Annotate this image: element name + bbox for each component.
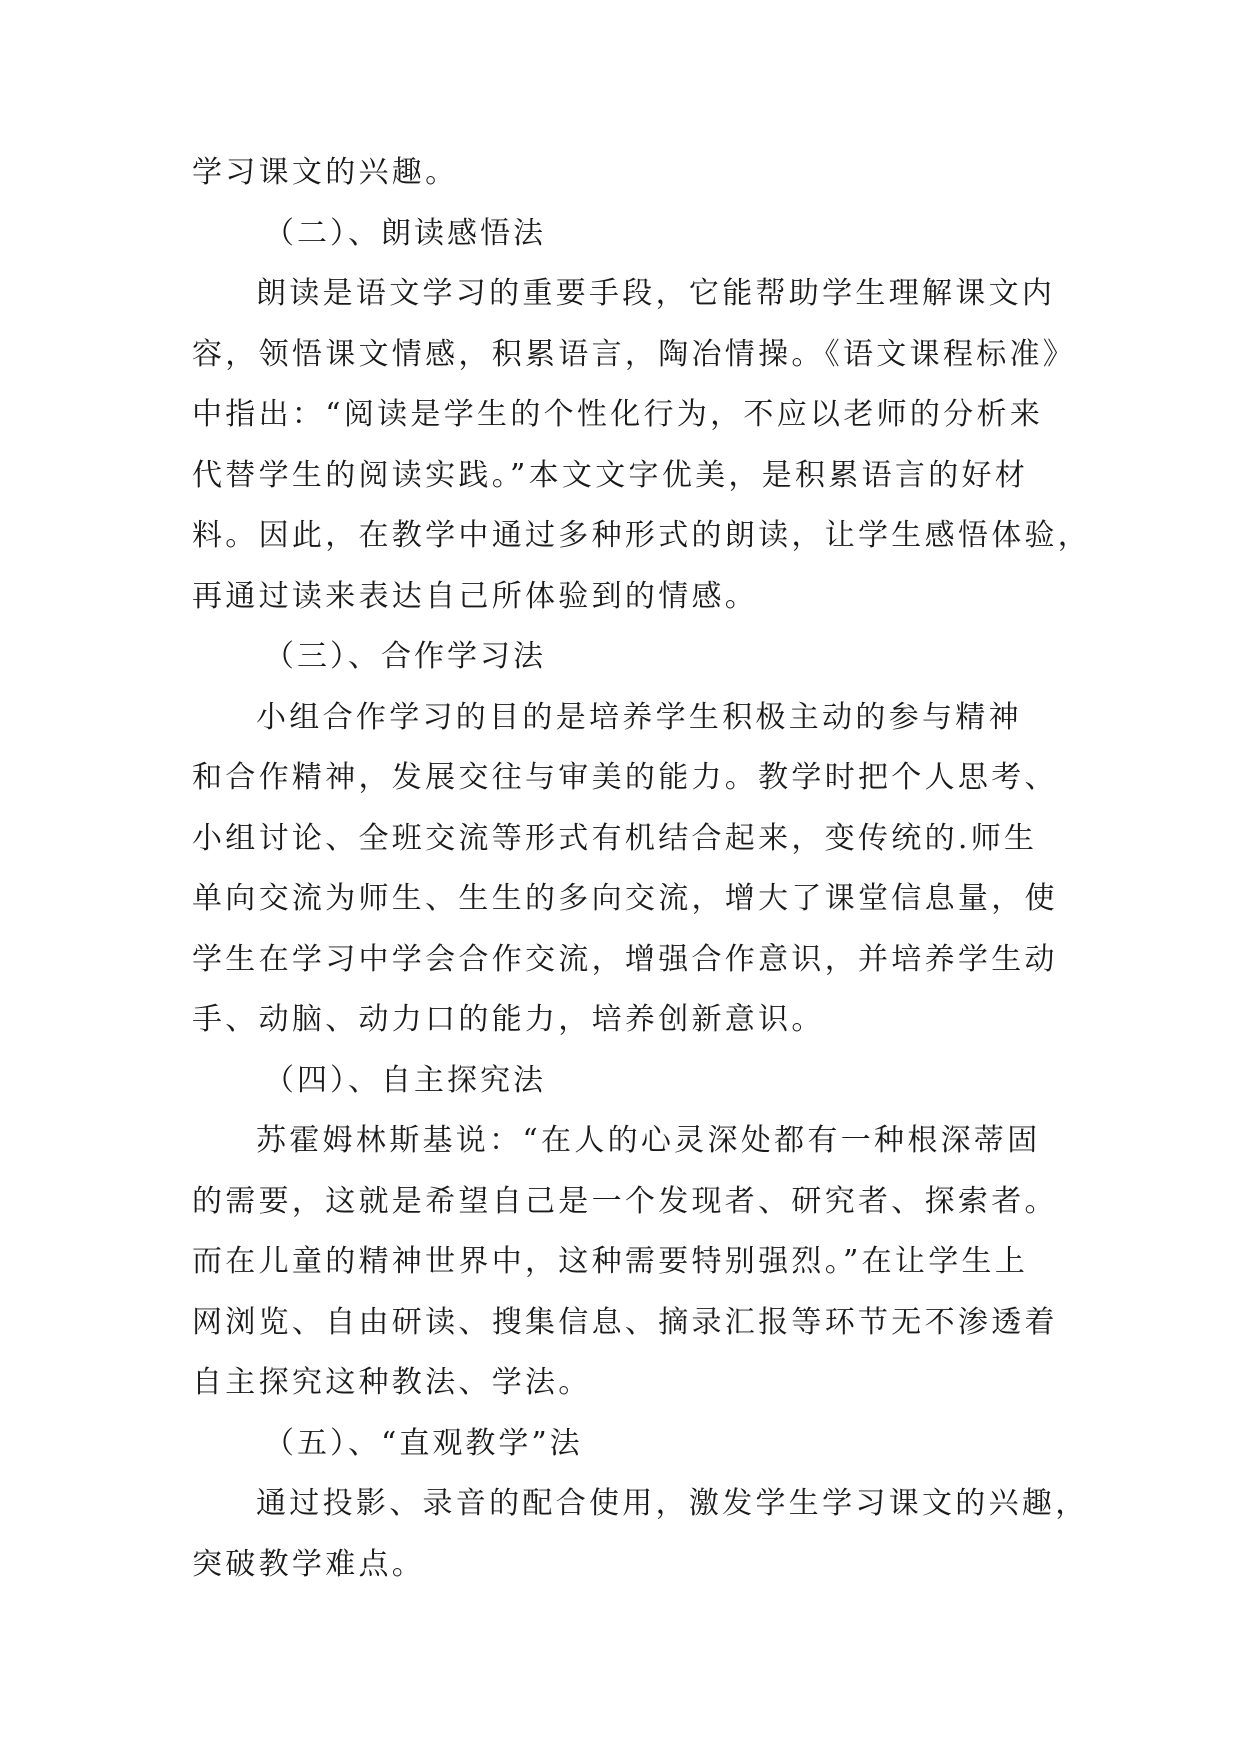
section-heading-3: （三）、合作学习法 [264,639,546,674]
section-heading-4: （四）、自主探究法 [264,1062,546,1098]
paragraph-line: 朗读是语文学习的重要手段，它能帮助学生理解课文内 [256,276,1056,311]
paragraph-line: 单向交流为师生、生生的多向交流，增大了课堂信息量，使 [192,881,1058,916]
paragraph-line: 小组合作学习的目的是培养学生积极主动的参与精神 [256,699,1022,735]
paragraph-line: 而在儿童的精神世界中，这种需要特别强烈。”在让学生上 [192,1244,1029,1279]
paragraph-line: 的需要，这就是希望自己是一个发现者、研究者、探索者。 [192,1183,1058,1219]
section-heading-2: （二）、朗读感悟法 [264,215,546,251]
paragraph-line: 手、动脑、动力口的能力，培养创新意识。 [192,1002,825,1037]
paragraph-line: 代替学生的阅读实践。”本文文字优美，是积累语言的好材 [192,457,1029,493]
paragraph-line: 小组讨论、全班交流等形式有机结合起来，变传统的.师生 [192,820,1038,856]
paragraph-line: 自主探究这种教法、学法。 [192,1365,592,1400]
paragraph-line: 通过投影、录音的配合使用，激发学生学习课文的兴趣， [256,1486,1089,1521]
paragraph-line: 中指出：“阅读是学生的个性化行为，不应以老师的分析来 [192,397,1044,432]
paragraph-line: 再通过读来表达自己所体验到的情感。 [192,578,759,614]
paragraph-line: 和合作精神，发展交往与审美的能力。教学时把个人思考、 [192,760,1058,795]
paragraph-line: 网浏览、自由研读、搜集信息、摘录汇报等环节无不渗透着 [192,1304,1058,1340]
paragraph-line: 学习课文的兴趣。 [192,155,459,190]
paragraph-line: 学生在学习中学会合作交流，增强合作意识，并培养学生动 [192,941,1058,977]
paragraph-line: 苏霍姆林斯基说：“在人的心灵深处都有一种根深蒂固 [256,1123,1041,1158]
paragraph-line: 料。因此，在教学中通过多种形式的朗读，让学生感悟体验， [192,518,1092,553]
section-heading-5: （五）、“直观教学”法 [264,1425,583,1461]
document-page [192,152,1092,1604]
paragraph-line: 突破教学难点。 [192,1546,426,1582]
paragraph-line: 容，领悟课文情感，积累语言，陶冶情操。《语文课程标准》 [192,336,1077,372]
